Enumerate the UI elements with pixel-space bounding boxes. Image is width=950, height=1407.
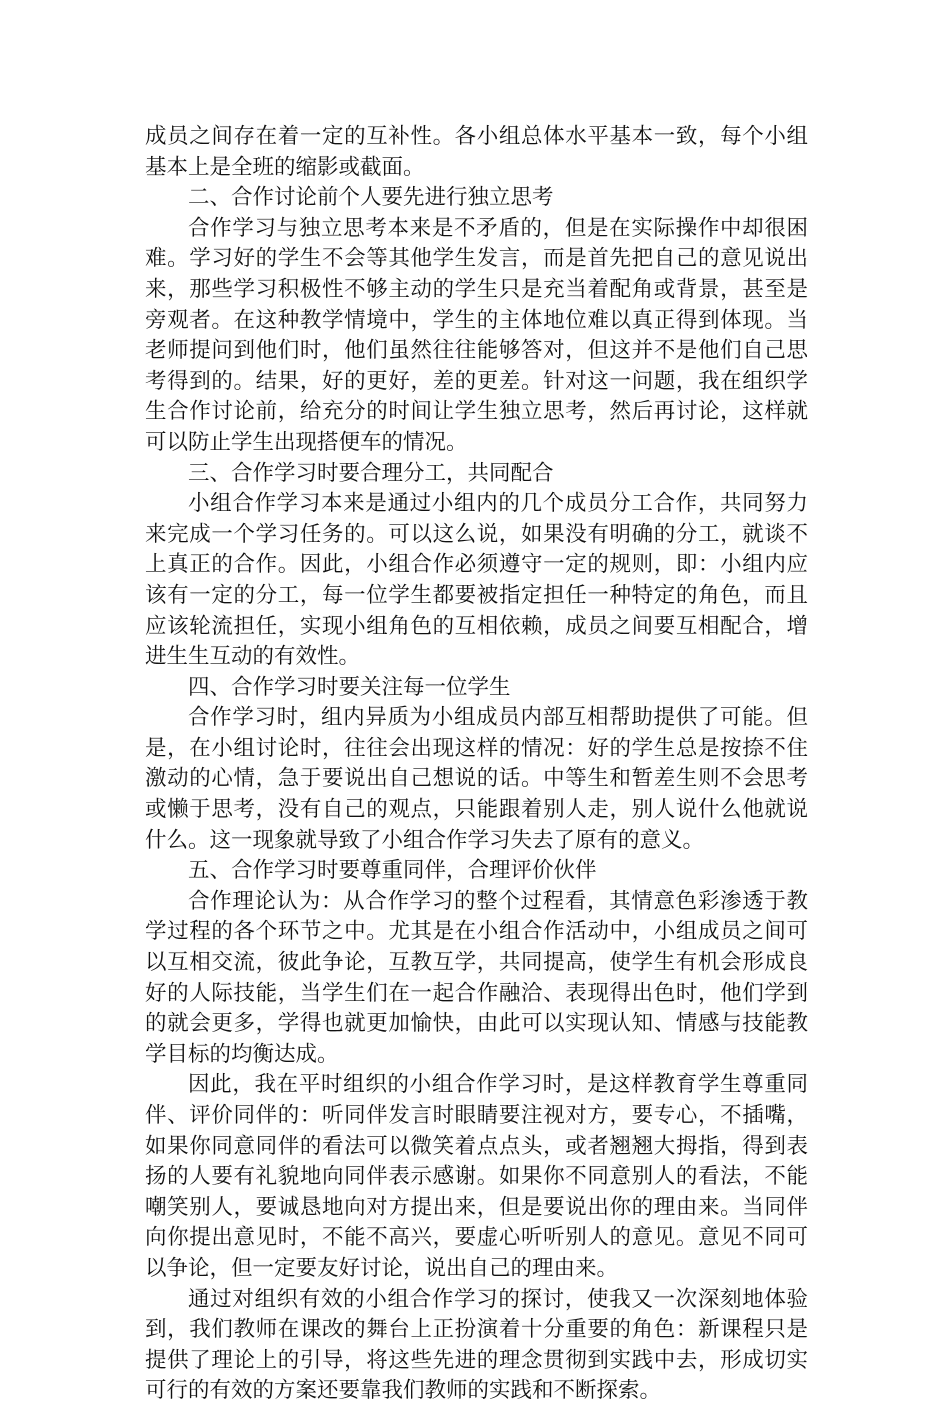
paragraph-continuation: 成员之间存在着一定的互补性。各小组总体水平基本一致，每个小组基本上是全班的缩影或截面。 xyxy=(145,124,808,180)
paragraph-body: 小组合作学习本来是通过小组内的几个成员分工合作，共同努力来完成一个学习任务的。可以这么说，如果没有明确的分工，就谈不上真正的合作。因此，小组合作必须遵守一定的规则，即：小组内应该有一定的分工，每一位学生都要被指定担任一种特定的角色，而且应该轮流担任，实现小组角色的互相依赖，成员之间要互相配合，增进生生互动的有效性。 xyxy=(145,491,808,670)
document-page xyxy=(145,122,808,1407)
paragraph-conclusion: 通过对组织有效的小组合作学习的探讨，使我又一次深刻地体验到，我们教师在课改的舞台上正扮演着十分重要的角色：新课程只是提供了理论上的引导，将这些先进的理念贯彻到实践中去，形成切实可行的有效的方案还要靠我们教师的实践和不断探索。 xyxy=(145,1286,808,1404)
section-heading-2: 二、合作讨论前个人要先进行独立思考 xyxy=(188,185,554,211)
section-heading-3: 三、合作学习时要合理分工，共同配合 xyxy=(188,460,554,486)
paragraph-body: 合作学习与独立思考本来是不矛盾的，但是在实际操作中却很困难。学习好的学生不会等其他学生发言，而是首先把自己的意见说出来，那些学习积极性不够主动的学生只是充当着配角或背景，甚至是旁观者。在这种教学情境中，学生的主体地位难以真正得到体现。当老师提问到他们时，他们虽然往往能够答对，但这并不是他们自己思考得到的。结果，好的更好，差的更差。针对这一问题，我在组织学生合作讨论前，给充分的时间让学生独立思考，然后再讨论，这样就可以防止学生出现搭便车的情况。 xyxy=(145,215,808,455)
paragraph-body: 合作理论认为：从合作学习的整个过程看，其情意色彩渗透于教学过程的各个环节之中。尤其是在小组合作活动中，小组成员之间可以互相交流，彼此争论，互教互学，共同提高，使学生有机会形成良好的人际技能，当学生们在一起合作融洽、表现得出色时，他们学到的就会更多，学得也就更加愉快，由此可以实现认知、情感与技能教学目标的均衡达成。 xyxy=(145,888,808,1067)
section-heading-5: 五、合作学习时要尊重同伴，合理评价伙伴 xyxy=(188,858,597,884)
paragraph-body: 合作学习时，组内异质为小组成员内部互相帮助提供了可能。但是，在小组讨论时，往往会出现这样的情况：好的学生总是按捺不住激动的心情，急于要说出自己想说的话。中等生和暂差生则不会思考或懒于思考，没有自己的观点，只能跟着别人走，别人说什么他就说什么。这一现象就导致了小组合作学习失去了原有的意义。 xyxy=(145,705,808,853)
section-heading-4: 四、合作学习时要关注每一位学生 xyxy=(188,674,511,700)
paragraph-body: 因此，我在平时组织的小组合作学习时，是这样教育学生尊重同伴、评价同伴的：听同伴发言时眼睛要注视对方，要专心，不插嘴，如果你同意同伴的看法可以微笑着点点头，或者翘翘大拇指，得到表扬的人要有礼貌地向同伴表示感谢。如果你不同意别人的看法，不能嘲笑别人，要诚恳地向对方提出来，但是要说出你的理由来。当同伴向你提出意见时，不能不高兴，要虚心听听别人的意见。意见不同可以争论，但一定要友好讨论，说出自己的理由来。 xyxy=(145,1072,808,1281)
